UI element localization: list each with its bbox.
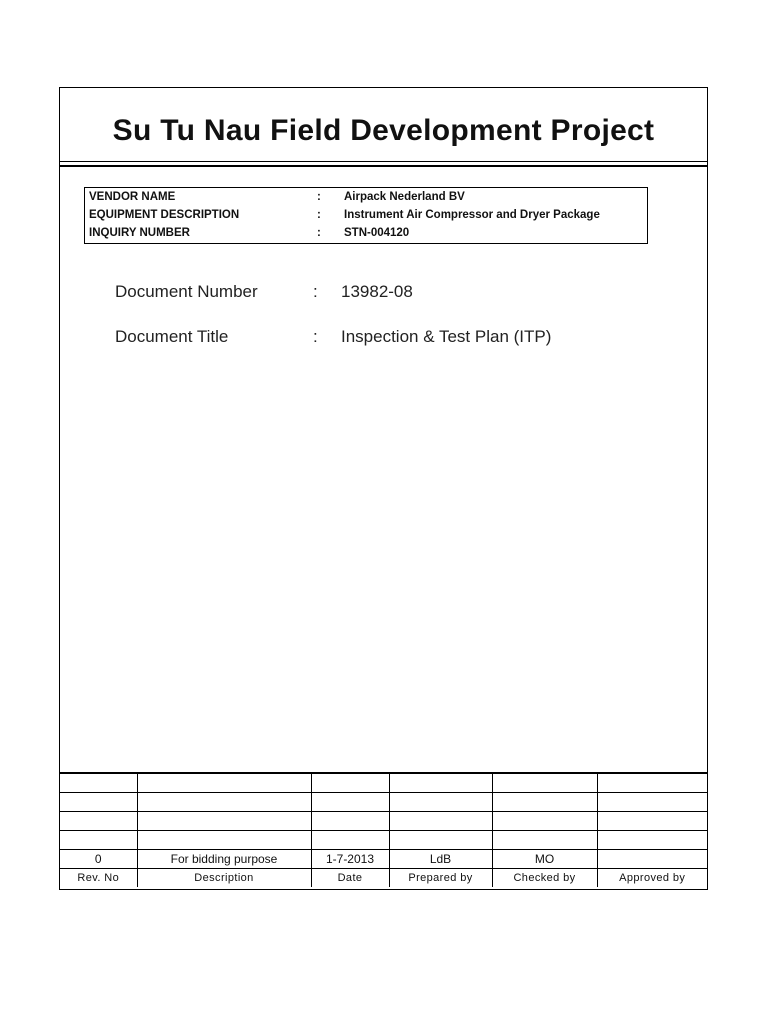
rev-no-cell: [60, 793, 137, 812]
rev-no-cell: [60, 831, 137, 850]
revision-row: [60, 793, 707, 812]
prepared-by-cell: [389, 812, 492, 831]
document-title-value: Inspection & Test Plan (ITP): [341, 327, 552, 346]
equipment-description-label: EQUIPMENT DESCRIPTION: [89, 209, 240, 221]
prepared-by-header: Prepared by: [389, 869, 492, 888]
revision-row: [60, 850, 707, 869]
description-cell: [137, 831, 311, 850]
inquiry-number-separator: :: [317, 227, 321, 239]
approved-by-cell: [597, 812, 707, 831]
revision-row: [60, 773, 707, 793]
rev-no-cell: [60, 812, 137, 831]
prepared-by-cell: [389, 831, 492, 850]
revision-table: [60, 772, 707, 887]
cover-sheet-frame: [59, 87, 708, 890]
date-cell: 1-7-2013: [311, 850, 389, 869]
vendor-name-separator: :: [317, 191, 321, 203]
checked-by-header: Checked by: [492, 869, 597, 888]
title-divider-thick: [60, 165, 707, 167]
document-title-separator: :: [313, 327, 318, 346]
description-cell: [137, 812, 311, 831]
description-cell: [137, 793, 311, 812]
checked-by-cell: [492, 812, 597, 831]
rev-no-header: Rev. No: [60, 869, 137, 888]
rev-no-cell: [60, 773, 137, 793]
approved-by-cell: [597, 850, 707, 869]
approved-by-header: Approved by: [597, 869, 707, 888]
title-divider: [60, 161, 707, 162]
date-header: Date: [311, 869, 389, 888]
equipment-description-separator: :: [317, 209, 321, 221]
document-number-separator: :: [313, 282, 318, 301]
revision-row: [60, 831, 707, 850]
prepared-by-cell: LdB: [389, 850, 492, 869]
revision-row: [60, 812, 707, 831]
vendor-name-value: Airpack Nederland BV: [344, 191, 465, 203]
inquiry-number-label: INQUIRY NUMBER: [89, 227, 190, 239]
description-header: Description: [137, 869, 311, 888]
prepared-by-cell: [389, 773, 492, 793]
vendor-info-box: [84, 187, 648, 244]
date-cell: [311, 773, 389, 793]
document-title-label: Document Title: [115, 327, 229, 346]
checked-by-cell: MO: [492, 850, 597, 869]
description-cell: For bidding purpose: [137, 850, 311, 869]
project-title: Su Tu Nau Field Development Project: [112, 114, 655, 147]
rev-no-cell: 0: [60, 850, 137, 869]
checked-by-cell: [492, 831, 597, 850]
approved-by-cell: [597, 831, 707, 850]
document-number-value: 13982-08: [341, 282, 413, 301]
date-cell: [311, 793, 389, 812]
checked-by-cell: [492, 773, 597, 793]
checked-by-cell: [492, 793, 597, 812]
approved-by-cell: [597, 773, 707, 793]
approved-by-cell: [597, 793, 707, 812]
equipment-description-value: Instrument Air Compressor and Dryer Package: [344, 209, 600, 221]
prepared-by-cell: [389, 793, 492, 812]
date-cell: [311, 831, 389, 850]
inquiry-number-value: STN-004120: [344, 227, 410, 239]
document-number-label: Document Number: [115, 282, 258, 301]
revision-header-row: [60, 869, 707, 888]
description-cell: [137, 773, 311, 793]
date-cell: [311, 812, 389, 831]
vendor-name-label: VENDOR NAME: [89, 191, 176, 203]
